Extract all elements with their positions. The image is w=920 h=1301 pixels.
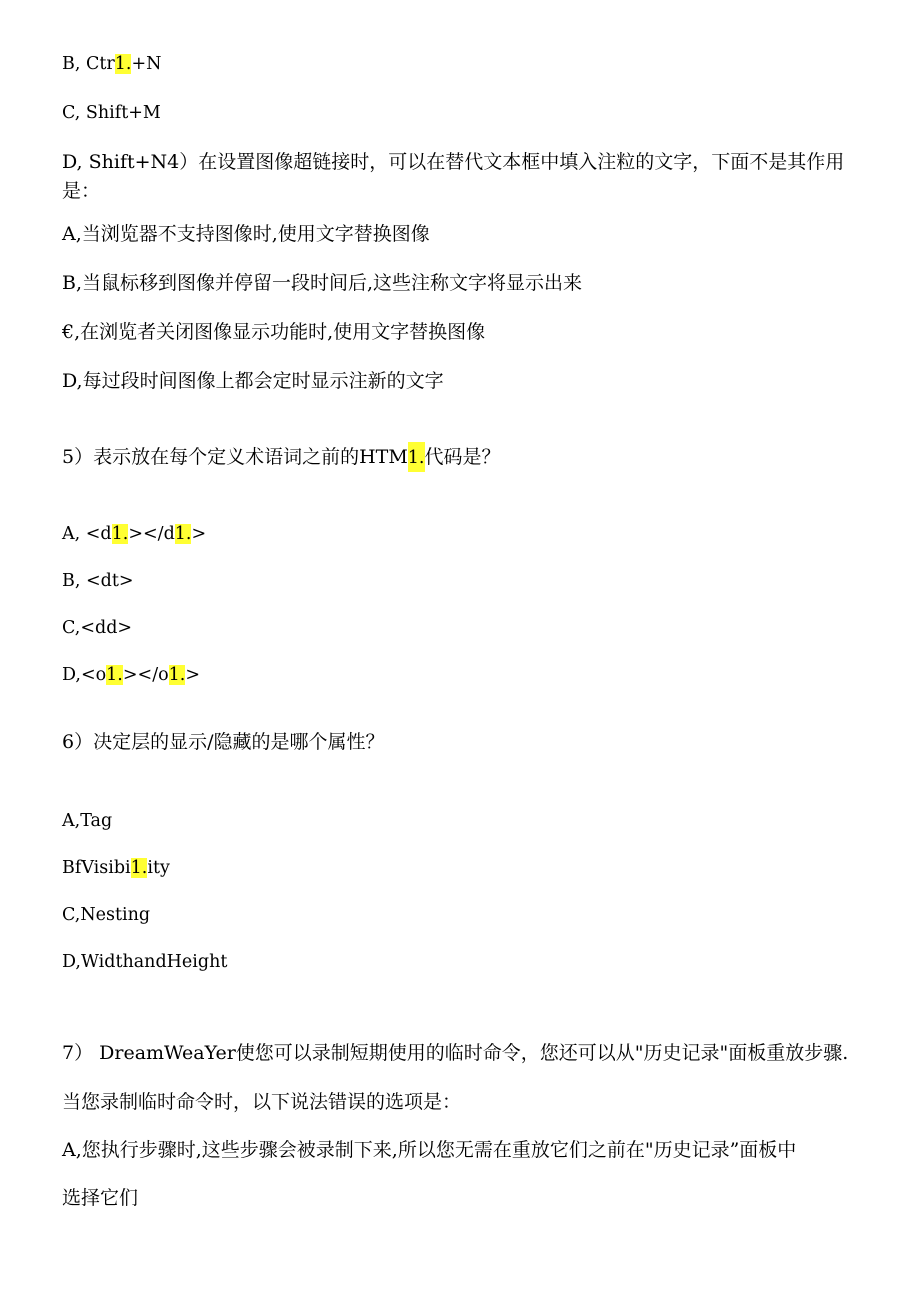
text-run: 代码是？ <box>424 446 501 468</box>
text-run: +N <box>131 54 162 74</box>
text-run: A,Tag <box>62 811 113 831</box>
text-line <box>62 663 200 687</box>
text-line <box>62 809 112 833</box>
highlighted-text: 1. <box>106 665 123 685</box>
highlighted-text: 1. <box>111 524 129 544</box>
text-run: C, Shift+M <box>62 103 161 123</box>
text-run: B,当鼠标移到图像并停留一段时间后,这些注称文字将显示出来 <box>62 272 583 294</box>
text-run: > <box>191 524 207 544</box>
highlighted-text: 1. <box>114 54 132 74</box>
highlighted-text: 1. <box>408 442 425 472</box>
text-run: D,WidthandHeight <box>62 952 228 972</box>
text-line <box>62 1041 848 1066</box>
text-run: 是： <box>62 180 101 202</box>
text-run: BfVisibi <box>62 858 131 878</box>
text-run: D, Shift+N4）在设置图像超链接时，可以在替代文本框中填入注粒的文字，下面不是其作用 <box>62 151 845 173</box>
text-run: ></d <box>128 524 175 544</box>
text-line <box>62 856 170 880</box>
text-line <box>62 271 582 296</box>
text-run: 选择它们 <box>62 1187 139 1209</box>
text-line <box>62 950 227 974</box>
text-line <box>62 222 430 247</box>
text-run: C,Nesting <box>62 905 151 925</box>
text-run: ity <box>147 858 170 878</box>
text-line <box>62 101 161 125</box>
text-run: €,在浏览者关闭图像显示功能时,使用文字替换图像 <box>62 321 486 343</box>
text-run: A, <d <box>62 524 112 544</box>
text-line <box>62 52 161 76</box>
text-line <box>62 903 150 927</box>
highlighted-text: 1. <box>174 524 192 544</box>
text-line <box>62 179 100 204</box>
text-line <box>62 522 206 546</box>
text-run: C,<dd> <box>62 618 133 638</box>
text-run: 6）决定层的显示/隐藏的是哪个属性？ <box>62 731 385 753</box>
text-line <box>62 569 134 593</box>
text-run: B, <dt> <box>62 571 134 591</box>
text-run: D,每过段时间图像上都会定时显示注新的文字 <box>62 370 444 392</box>
text-run: > <box>185 665 201 685</box>
text-run: ></o <box>122 665 169 685</box>
text-line <box>62 442 501 472</box>
text-line <box>62 320 485 345</box>
text-run: 当您录制临时命令时，以下说法错误的选项是： <box>62 1091 462 1113</box>
text-line <box>62 150 844 175</box>
text-line <box>62 616 132 640</box>
text-run: A,您执行步骤时,这些步骤会被录制下来,所以您无需在重放它们之前在"历史记录”面板中 <box>62 1139 797 1161</box>
highlighted-text: 1. <box>130 858 148 878</box>
text-run: D,<o <box>62 665 107 685</box>
text-line <box>62 730 385 755</box>
text-line <box>62 369 444 394</box>
text-run: 7） DreamWeaYer使您可以录制短期使用的临时命令，您还可以从"历史记录"面板重放步骤. <box>62 1042 849 1064</box>
text-run: B, Ctr <box>62 54 115 74</box>
text-run: A,当浏览器不支持图像时,使用文字替换图像 <box>62 223 430 245</box>
text-line <box>62 1186 138 1211</box>
text-line <box>62 1138 796 1163</box>
text-run: 5）表示放在每个定义术语词之前的HTM <box>62 446 408 468</box>
highlighted-text: 1. <box>168 665 186 685</box>
text-line <box>62 1090 461 1115</box>
